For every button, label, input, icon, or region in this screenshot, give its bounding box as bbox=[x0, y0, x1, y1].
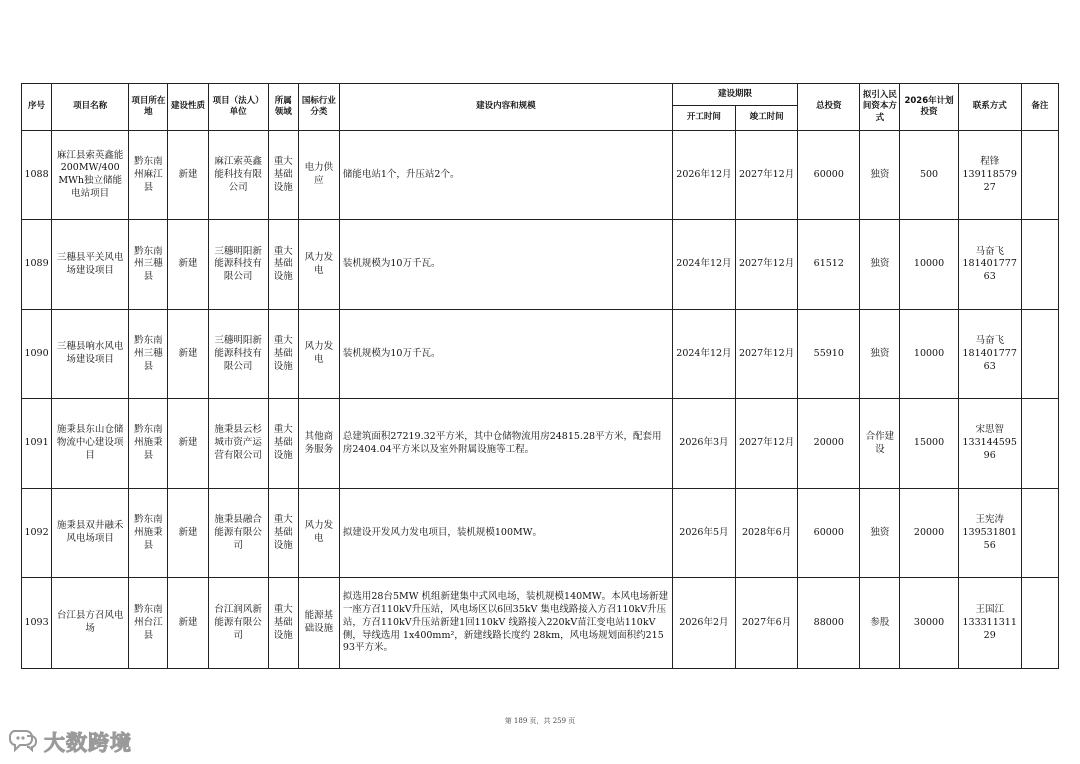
cell-nature: 新建 bbox=[168, 578, 208, 669]
cell-start: 2026年5月 bbox=[672, 488, 735, 577]
cell-investment: 60000 bbox=[798, 488, 860, 577]
cell-remarks bbox=[1021, 399, 1058, 488]
cell-content: 储能电站1个，升压站2个。 bbox=[339, 131, 672, 220]
cell-remarks bbox=[1021, 220, 1058, 309]
contact-name: 程锋 bbox=[980, 156, 1000, 168]
cell-start: 2024年12月 bbox=[672, 220, 735, 309]
cell-remarks bbox=[1021, 578, 1058, 669]
contact-name: 王宪涛 bbox=[975, 513, 1004, 525]
cell-field: 重大基础设施 bbox=[268, 488, 298, 577]
cell-investment: 20000 bbox=[798, 399, 860, 488]
cell-contact bbox=[958, 131, 1021, 220]
cell-field: 重大基础设施 bbox=[268, 131, 298, 220]
cell-plan-2026: 30000 bbox=[900, 578, 958, 669]
cell-unit: 麻江索英鑫能科技有限公司 bbox=[208, 131, 268, 220]
table-row bbox=[22, 131, 1059, 220]
cell-end: 2027年12月 bbox=[736, 309, 798, 398]
header-start: 开工时间 bbox=[672, 106, 735, 131]
cell-project-name: 施秉县东山仓储物流中心建设项目 bbox=[52, 399, 129, 488]
cell-content: 装机规模为10万千瓦。 bbox=[339, 309, 672, 398]
cell-contact bbox=[958, 488, 1021, 577]
table-row bbox=[22, 488, 1059, 577]
header-investment: 总投资 bbox=[798, 84, 860, 131]
cell-end: 2027年6月 bbox=[736, 578, 798, 669]
header-industry: 国标行业分类 bbox=[298, 84, 339, 131]
cell-project-name: 施秉县双井融禾风电场项目 bbox=[52, 488, 129, 577]
table-row bbox=[22, 220, 1059, 309]
cell-start: 2026年2月 bbox=[672, 578, 735, 669]
cell-industry: 其他商务服务 bbox=[298, 399, 339, 488]
cell-field: 重大基础设施 bbox=[268, 578, 298, 669]
contact-name: 马奋飞 bbox=[975, 245, 1004, 257]
table-row bbox=[22, 309, 1059, 398]
header-plan-2026: 2026年计划投资 bbox=[900, 84, 958, 131]
header-location: 项目所在地 bbox=[129, 84, 168, 131]
header-field: 所属领域 bbox=[268, 84, 298, 131]
table-header-row-1 bbox=[22, 84, 1059, 106]
cell-start: 2024年12月 bbox=[672, 309, 735, 398]
contact-phone: 18140177763 bbox=[962, 347, 1017, 372]
cell-industry: 风力发电 bbox=[298, 309, 339, 398]
cell-location: 黔东南州三穗县 bbox=[129, 220, 168, 309]
cell-investment: 61512 bbox=[798, 220, 860, 309]
header-remarks: 备注 bbox=[1021, 84, 1058, 131]
cell-start: 2026年12月 bbox=[672, 131, 735, 220]
cell-project-name: 三穗县响水风电场建设项目 bbox=[52, 309, 129, 398]
contact-phone: 13331131129 bbox=[962, 616, 1017, 641]
header-seq: 序号 bbox=[22, 84, 52, 131]
cell-investment: 60000 bbox=[798, 131, 860, 220]
cell-contact bbox=[958, 578, 1021, 669]
page-number-footer: 第 189 页，共 259 页 bbox=[504, 717, 576, 725]
cell-plan-2026: 20000 bbox=[900, 488, 958, 577]
header-end: 竣工时间 bbox=[736, 106, 798, 131]
cell-start: 2026年3月 bbox=[672, 399, 735, 488]
chat-bubble-logo-icon bbox=[8, 727, 38, 757]
cell-plan-2026: 15000 bbox=[900, 399, 958, 488]
cell-private-capital: 独资 bbox=[860, 220, 900, 309]
contact-phone: 13953180156 bbox=[962, 526, 1017, 551]
cell-seq: 1093 bbox=[22, 578, 52, 669]
cell-end: 2027年12月 bbox=[736, 399, 798, 488]
cell-unit: 三穗明阳新能源科技有限公司 bbox=[208, 220, 268, 309]
cell-remarks bbox=[1021, 488, 1058, 577]
cell-content: 装机规模为10万千瓦。 bbox=[339, 220, 672, 309]
cell-investment: 55910 bbox=[798, 309, 860, 398]
cell-contact bbox=[958, 309, 1021, 398]
cell-private-capital: 合作建设 bbox=[860, 399, 900, 488]
header-private-capital: 拟引入民间资本方式 bbox=[860, 84, 900, 131]
cell-private-capital: 独资 bbox=[860, 309, 900, 398]
cell-industry: 风力发电 bbox=[298, 488, 339, 577]
cell-private-capital: 独资 bbox=[860, 488, 900, 577]
cell-end: 2028年6月 bbox=[736, 488, 798, 577]
cell-location: 黔东南州三穗县 bbox=[129, 309, 168, 398]
cell-industry: 风力发电 bbox=[298, 220, 339, 309]
cell-project-name: 台江县方召风电场 bbox=[52, 578, 129, 669]
cell-seq: 1092 bbox=[22, 488, 52, 577]
cell-field: 重大基础设施 bbox=[268, 399, 298, 488]
cell-unit: 三穗明阳新能源科技有限公司 bbox=[208, 309, 268, 398]
header-content: 建设内容和规模 bbox=[339, 84, 672, 131]
project-table bbox=[21, 83, 1059, 669]
header-nature: 建设性质 bbox=[168, 84, 208, 131]
cell-content: 总建筑面积27219.32平方米，其中仓储物流用房24815.28平方米，配套用房2404.04平方米以及室外附属设施等工程。 bbox=[339, 399, 672, 488]
cell-project-name: 三穗县平关风电场建设项目 bbox=[52, 220, 129, 309]
cell-plan-2026: 10000 bbox=[900, 309, 958, 398]
header-project-name: 项目名称 bbox=[52, 84, 129, 131]
cell-plan-2026: 10000 bbox=[900, 220, 958, 309]
cell-nature: 新建 bbox=[168, 220, 208, 309]
cell-end: 2027年12月 bbox=[736, 220, 798, 309]
cell-remarks bbox=[1021, 309, 1058, 398]
cell-content: 拟选用28台5MW 机组新建集中式风电场，装机规模140MW。本风电场新建一座方召110kV升压站，风电场区以6回35kV 集电线路接入方召110kV升压站，方召110kV升压站新建1回110kV 线路接入220kV苗江变电站110kV侧，导线选用 1x400mm²，新建线路长度约 28km，风电场规划面积约21593平方米。 bbox=[339, 578, 672, 669]
cell-location: 黔东南州施秉县 bbox=[129, 488, 168, 577]
cell-field: 重大基础设施 bbox=[268, 309, 298, 398]
contact-name: 王国江 bbox=[975, 603, 1004, 615]
cell-project-name: 麻江县索英鑫能200MW/400MWh独立储能电站项目 bbox=[52, 131, 129, 220]
contact-phone: 13314459596 bbox=[962, 437, 1017, 462]
cell-contact bbox=[958, 220, 1021, 309]
cell-nature: 新建 bbox=[168, 309, 208, 398]
cell-nature: 新建 bbox=[168, 131, 208, 220]
watermark-text: 大数跨境 bbox=[44, 731, 132, 755]
cell-content: 拟建设开发风力发电项目，装机规模100MW。 bbox=[339, 488, 672, 577]
watermark bbox=[8, 726, 132, 758]
cell-unit: 台江润风新能源有限公司 bbox=[208, 578, 268, 669]
cell-contact bbox=[958, 399, 1021, 488]
cell-end: 2027年12月 bbox=[736, 131, 798, 220]
header-contact: 联系方式 bbox=[958, 84, 1021, 131]
cell-private-capital: 参股 bbox=[860, 578, 900, 669]
cell-investment: 88000 bbox=[798, 578, 860, 669]
cell-location: 黔东南州麻江县 bbox=[129, 131, 168, 220]
cell-location: 黔东南州施秉县 bbox=[129, 399, 168, 488]
cell-plan-2026: 500 bbox=[900, 131, 958, 220]
cell-seq: 1091 bbox=[22, 399, 52, 488]
cell-field: 重大基础设施 bbox=[268, 220, 298, 309]
table-row bbox=[22, 399, 1059, 488]
cell-location: 黔东南州台江县 bbox=[129, 578, 168, 669]
cell-seq: 1088 bbox=[22, 131, 52, 220]
header-period: 建设期限 bbox=[672, 84, 797, 106]
contact-phone: 18140177763 bbox=[962, 258, 1017, 283]
contact-phone: 13911857927 bbox=[962, 168, 1017, 193]
contact-name: 宋思智 bbox=[975, 424, 1004, 436]
cell-nature: 新建 bbox=[168, 488, 208, 577]
cell-unit: 施秉县融合能源有限公司 bbox=[208, 488, 268, 577]
header-unit: 项目（法人）单位 bbox=[208, 84, 268, 131]
contact-name: 马奋飞 bbox=[975, 334, 1004, 346]
cell-seq: 1089 bbox=[22, 220, 52, 309]
cell-unit: 施秉县云杉城市资产运营有限公司 bbox=[208, 399, 268, 488]
cell-private-capital: 独资 bbox=[860, 131, 900, 220]
cell-nature: 新建 bbox=[168, 399, 208, 488]
cell-remarks bbox=[1021, 131, 1058, 220]
table-row bbox=[22, 578, 1059, 669]
cell-industry: 能源基础设施 bbox=[298, 578, 339, 669]
cell-seq: 1090 bbox=[22, 309, 52, 398]
cell-industry: 电力供应 bbox=[298, 131, 339, 220]
